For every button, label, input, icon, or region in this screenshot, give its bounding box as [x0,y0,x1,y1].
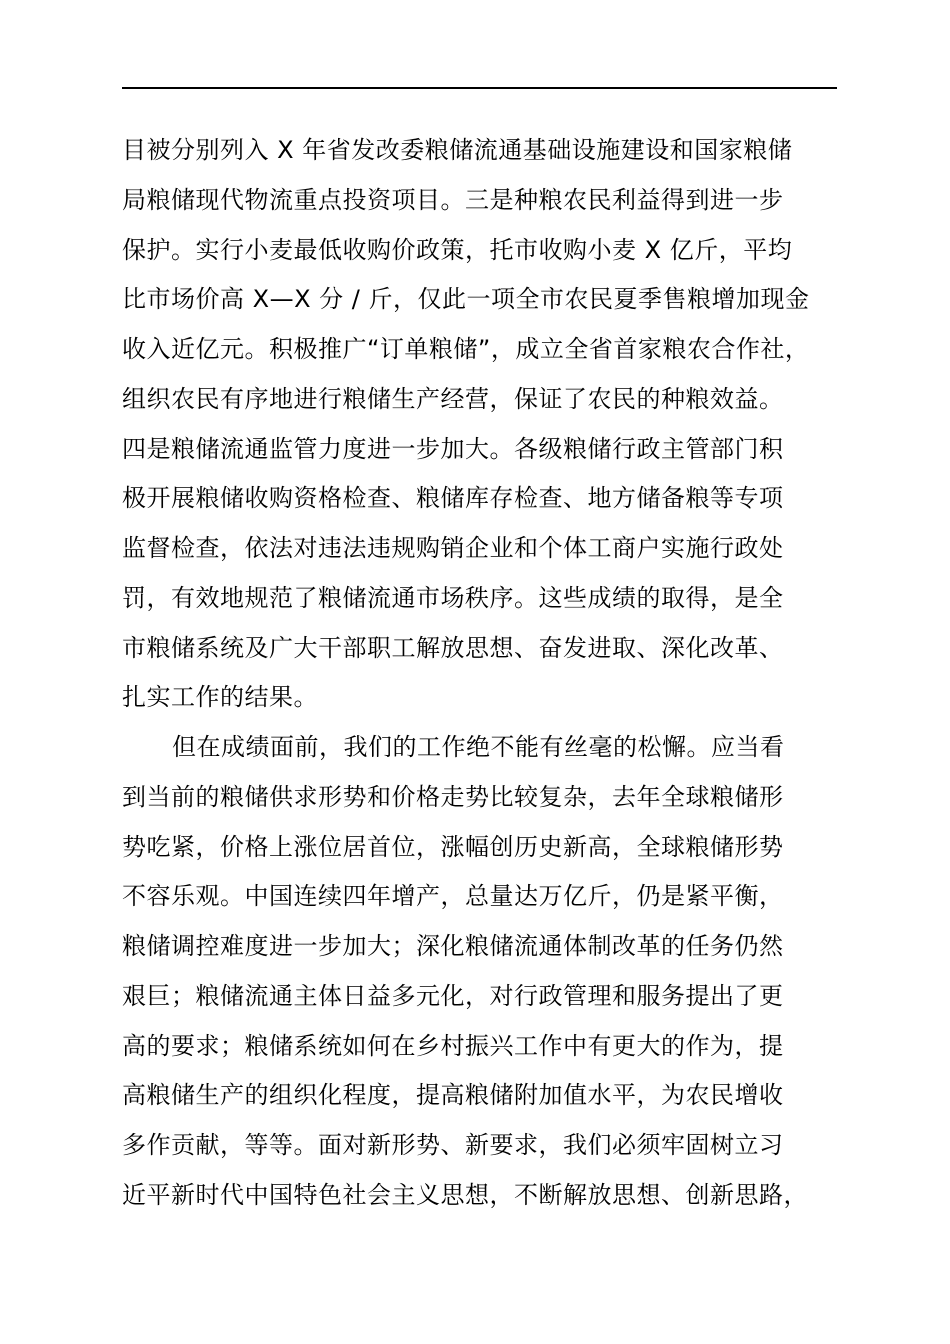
text-line: 四是粮储流通监管力度进一步加大。各级粮储行政主管部门积 [122,434,784,463]
text-line: 组织农民有序地进行粮储生产经营，保证了农民的种粮效益。 [122,384,784,413]
text-line: 保护。实行小麦最低收购价政策，托市收购小麦 X 亿斤，平均 [122,235,793,264]
text-line: 局粮储现代物流重点投资项目。三是种粮农民利益得到进一步 [122,185,784,214]
text-line: 到当前的粮储供求形势和价格走势比较复杂，去年全球粮储形 [122,782,784,811]
text-line: 收入近亿元。积极推广“订单粮储”，成立全省首家粮农合作社， [122,335,810,364]
header-rule [122,87,837,89]
text-line: 近平新时代中国特色社会主义思想，不断解放思想、创新思路， [122,1180,808,1209]
text-line: 艰巨；粮储流通主体日益多元化，对行政管理和服务提出了更 [122,981,784,1010]
text-line: 势吃紧，价格上涨位居首位，涨幅创历史新高，全球粮储形势 [122,832,784,861]
text-line: 多作贡献，等等。面对新形势、新要求，我们必须牢固树立习 [122,1131,784,1160]
text-line: 高的要求；粮储系统如何在乡村振兴工作中有更大的作为，提 [122,1031,784,1060]
text-line: 罚，有效地规范了粮储流通市场秩序。这些成绩的取得，是全 [122,583,784,612]
text-line: 不容乐观。中国连续四年增产，总量达万亿斤，仍是紧平衡， [122,882,784,911]
text-line: 监督检查，依法对违法违规购销企业和个体工商户实施行政处 [122,534,784,563]
text-line: 极开展粮储收购资格检查、粮储库存检查、地方储备粮等专项 [122,484,784,513]
text-line: 比市场价高 X—X 分 / 斤，仅此一项全市农民夏季售粮增加现金 [122,285,810,314]
text-line: 市粮储系统及广大干部职工解放思想、奋发进取、深化改革、 [122,633,784,662]
paragraph-start-line: 但在成绩面前，我们的工作绝不能有丝毫的松懈。应当看 [172,733,785,762]
text-line: 目被分别列入 X 年省发改委粮储流通基础设施建设和国家粮储 [122,136,793,164]
text-line: 粮储调控难度进一步加大；深化粮储流通体制改革的任务仍然 [122,932,784,961]
text-line: 扎实工作的结果。 [122,683,318,712]
text-line: 高粮储生产的组织化程度，提高粮储附加值水平，为农民增收 [122,1081,784,1110]
